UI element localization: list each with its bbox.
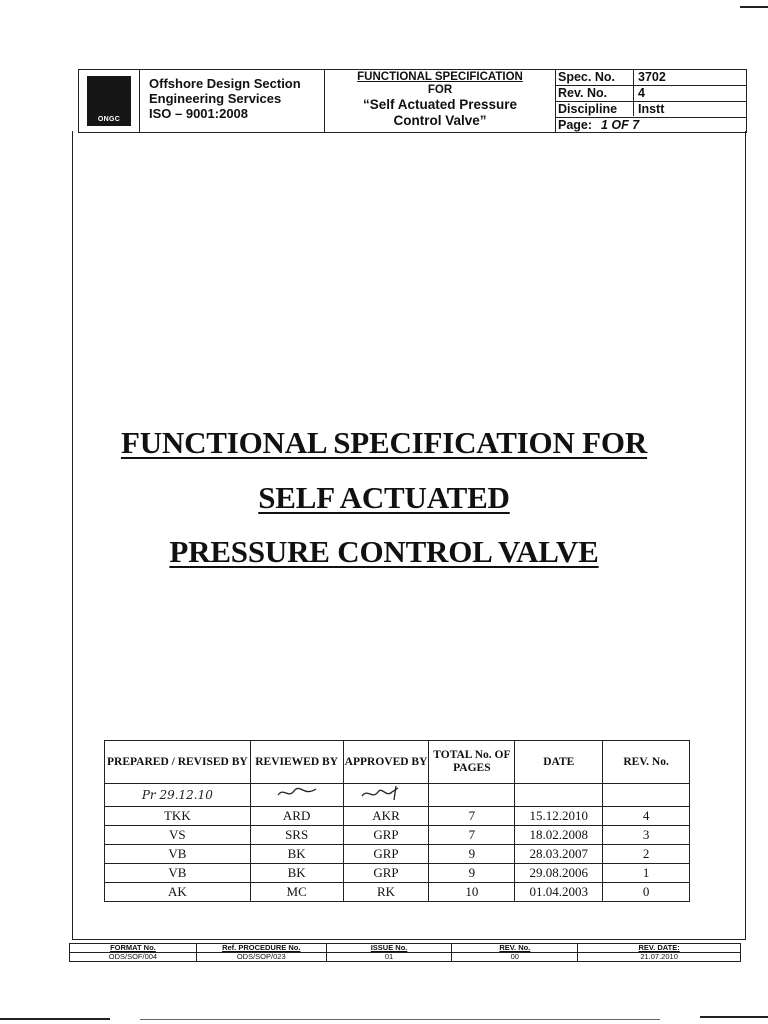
document-header (78, 69, 747, 133)
cell-reviewed: BK (250, 864, 343, 883)
cell-rev-no: 3 (603, 826, 690, 845)
cell-date: 18.02.2008 (515, 826, 603, 845)
cell-total-pages: 9 (429, 864, 515, 883)
main-title-line-3 (0, 534, 768, 570)
rev-no-label: Rev. No. (558, 86, 608, 100)
cell-approved: RK (343, 883, 429, 902)
spec-no-row (555, 70, 746, 86)
org-line-1: Offshore Design Section (149, 76, 301, 91)
signature-row (105, 784, 690, 807)
footer-rev-date-label: REV. DATE: (578, 944, 741, 953)
header-approved: APPROVED BY (343, 741, 429, 784)
page-value: 1 OF 7 (601, 118, 640, 132)
discipline-row (555, 102, 746, 118)
ongc-logo (87, 76, 131, 126)
header-prepared: PREPARED / REVISED BY (105, 741, 251, 784)
footer-rev-value: 00 (452, 953, 578, 962)
discipline-value: Instt (638, 102, 665, 116)
page-label: Page: (558, 118, 593, 132)
header-total-pages: TOTAL No. OF PAGES (429, 741, 515, 784)
approver-signature-icon (358, 784, 414, 802)
logo-cell (79, 70, 140, 132)
cell-rev-no: 2 (603, 845, 690, 864)
footer-issue-value: 01 (326, 953, 452, 962)
approval-header-row (105, 741, 690, 784)
table-row (105, 845, 690, 864)
scan-artifact-right (700, 1016, 768, 1018)
signature-empty-3 (603, 784, 690, 807)
footer-procedure-label: Ref. PROCEDURE No. (196, 944, 326, 953)
main-title-line-2 (0, 480, 768, 516)
signature-empty-2 (515, 784, 603, 807)
cell-reviewed: ARD (250, 807, 343, 826)
cell-total-pages: 7 (429, 807, 515, 826)
header-title-line-4: Control Valve” (393, 113, 487, 128)
cell-date: 15.12.2010 (515, 807, 603, 826)
cell-total-pages: 9 (429, 845, 515, 864)
main-title-line-2-text: SELF ACTUATED (258, 480, 510, 515)
cell-rev-no: 0 (603, 883, 690, 902)
cell-approved: GRP (343, 845, 429, 864)
rev-no-value: 4 (638, 86, 645, 100)
cell-prepared: VB (105, 845, 251, 864)
discipline-label: Discipline (558, 102, 618, 116)
scan-artifact-left (0, 1018, 110, 1020)
cell-date: 01.04.2003 (515, 883, 603, 902)
footer-rev-date-value: 21.07.2010 (578, 953, 741, 962)
cell-reviewed: MC (250, 883, 343, 902)
cell-approved: GRP (343, 826, 429, 845)
rev-no-row (555, 86, 746, 102)
cell-date: 29.08.2006 (515, 864, 603, 883)
cell-reviewed: SRS (250, 826, 343, 845)
footer-format-value: ODS/SOF/004 (70, 953, 197, 962)
main-title-line-3-text: PRESSURE CONTROL VALVE (169, 534, 599, 569)
footer-procedure-value: ODS/SOP/023 (196, 953, 326, 962)
table-row (105, 883, 690, 902)
cell-prepared: VB (105, 864, 251, 883)
table-row (105, 864, 690, 883)
document-footer (69, 943, 741, 962)
table-row (105, 807, 690, 826)
logo-text: ONGC (97, 116, 121, 123)
cell-date: 28.03.2007 (515, 845, 603, 864)
table-row (105, 826, 690, 845)
scan-artifact-center (140, 1019, 660, 1020)
org-line-3: ISO – 9001:2008 (149, 106, 249, 121)
header-title-line-1: FUNCTIONAL SPECIFICATION (357, 71, 523, 83)
scan-artifact-top (740, 6, 768, 8)
signature-prepared: Pr 29.12.10 (105, 784, 251, 807)
main-title-line-1 (0, 425, 768, 461)
spec-no-label: Spec. No. (558, 70, 615, 84)
signature-reviewed (250, 784, 343, 807)
cell-prepared: VS (105, 826, 251, 845)
cell-rev-no: 1 (603, 864, 690, 883)
header-rev-no: REV. No. (603, 741, 690, 784)
cell-total-pages: 10 (429, 883, 515, 902)
cell-approved: GRP (343, 864, 429, 883)
cell-approved: AKR (343, 807, 429, 826)
footer-value-row (70, 953, 741, 962)
spec-no-value: 3702 (638, 70, 666, 84)
header-title-cell (324, 70, 556, 132)
cell-prepared: AK (105, 883, 251, 902)
organization-block (149, 76, 321, 121)
org-line-2: Engineering Services (149, 91, 282, 106)
header-title-line-3: “Self Actuated Pressure (362, 97, 518, 112)
cell-prepared: TKK (105, 807, 251, 826)
main-title-line-1-text: FUNCTIONAL SPECIFICATION FOR (120, 425, 648, 460)
spec-info-block (555, 70, 746, 132)
header-reviewed: REVIEWED BY (250, 741, 343, 784)
header-title-line-2: FOR (427, 84, 453, 96)
footer-rev-label: REV. No. (452, 944, 578, 953)
approval-table (104, 740, 690, 902)
signature-approved (343, 784, 429, 807)
reviewer-signature-icon (272, 785, 322, 801)
header-date: DATE (515, 741, 603, 784)
cell-total-pages: 7 (429, 826, 515, 845)
footer-format-label: FORMAT No. (70, 944, 197, 953)
footer-issue-label: ISSUE No. (326, 944, 452, 953)
signature-empty-1 (429, 784, 515, 807)
cell-rev-no: 4 (603, 807, 690, 826)
cell-reviewed: BK (250, 845, 343, 864)
